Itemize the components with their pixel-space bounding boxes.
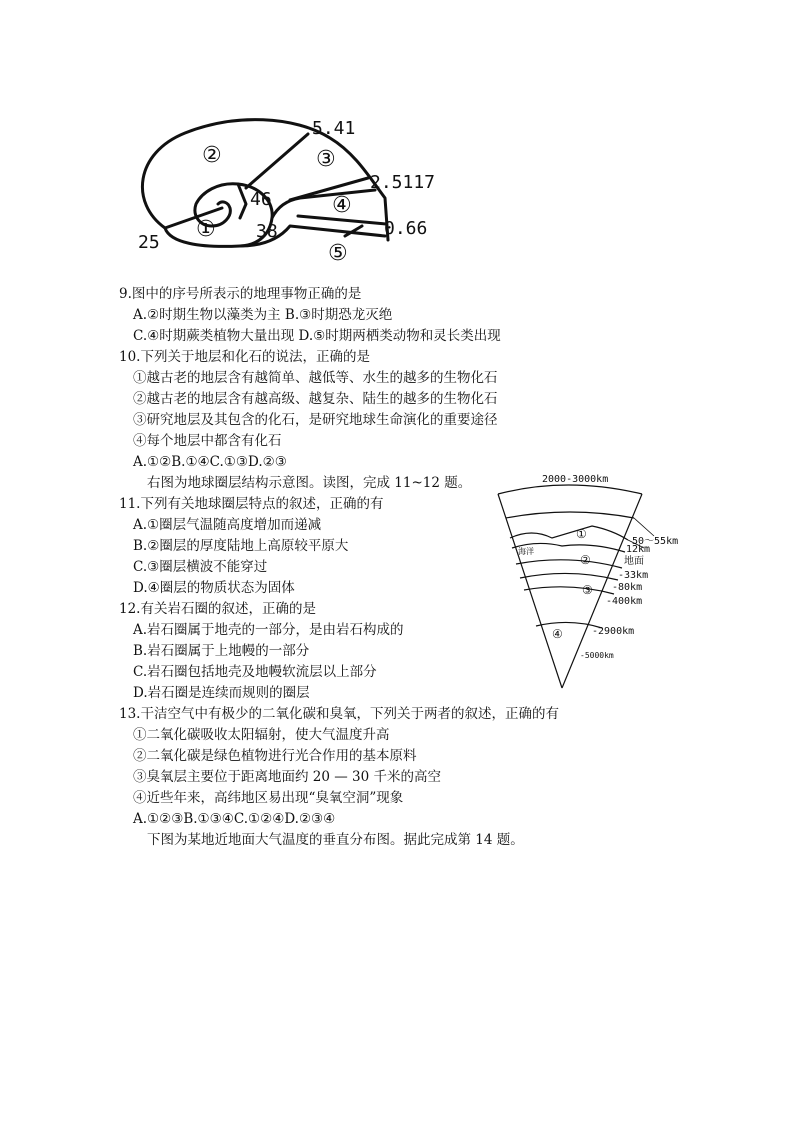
intro-14: 下图为某地近地面大气温度的垂直分布图。据此完成第 14 题。 xyxy=(147,832,524,848)
label-12km: 12km xyxy=(626,544,651,555)
q10-stem: 10.下列关于地层和化石的说法，正确的是 xyxy=(119,349,370,365)
q11-option-d: D.④圈层的物质状态为固体 xyxy=(133,580,295,596)
divider-25117 xyxy=(290,178,368,200)
q10-statement-1: ①越古老的地层含有越简单、越低等、水生的越多的生物化石 xyxy=(133,370,498,386)
label-5-41: 5.41 xyxy=(312,118,356,139)
q12-option-c: C.岩石圈包括地壳及地幔软流层以上部分 xyxy=(133,664,377,680)
label-38: 38 xyxy=(256,221,278,242)
q10-statement-4: ④每个地层中都含有化石 xyxy=(133,433,282,449)
arc-33 xyxy=(516,560,622,568)
q13-stem: 13.干洁空气中有极少的二氧化碳和臭氧，下列关于两者的叙述，正确的有 xyxy=(119,706,559,722)
earth-layers-diagram xyxy=(492,468,722,698)
label-circle-1: ① xyxy=(196,217,216,242)
q11-option-a: A.①圈层气温随高度增加而递减 xyxy=(133,517,322,533)
q11-option-b: B.②圈层的厚度陆地上高原较平原大 xyxy=(133,538,349,554)
label-circle-2: ② xyxy=(202,143,222,168)
q13-options: A.①②③B.①③④C.①②④D.②③④ xyxy=(133,811,336,827)
left-edge xyxy=(498,494,562,688)
arc-ground xyxy=(510,526,628,540)
label-0-66: 0.66 xyxy=(384,218,428,239)
spiral-diagram xyxy=(130,108,450,268)
intro-11-12: 右图为地球圈层结构示意图。读图，完成 11~12 题。 xyxy=(147,475,472,491)
arc-400 xyxy=(524,587,614,594)
arc-80 xyxy=(520,573,618,580)
earth-layers-figure xyxy=(492,468,722,698)
q11-stem: 11.下列有关地球圈层特点的叙述，正确的有 xyxy=(119,496,384,512)
q12-option-a: A.岩石圈属于地壳的一部分，是由岩石构成的 xyxy=(133,622,404,638)
q12-stem: 12.有关岩石圈的叙述，正确的是 xyxy=(119,601,316,617)
q10-options: A.①②B.①④C.①③D.②③ xyxy=(133,454,287,470)
label-25: 25 xyxy=(138,232,160,253)
spiral-band-top xyxy=(272,190,375,218)
label-circle-3: ③ xyxy=(316,147,336,172)
label-50-55km: 50～55km xyxy=(632,536,679,547)
q10-statement-2: ②越古老的地层含有越高级、越复杂、陆生的越多的生物化石 xyxy=(133,391,498,407)
q13-statement-3: ③臭氧层主要位于距离地面约 20 — 30 千米的高空 xyxy=(133,769,442,785)
label-ocean: 海洋 xyxy=(518,547,534,556)
q12-option-b: B.岩石圈属于上地幔的一部分 xyxy=(133,643,310,659)
label-46: 46 xyxy=(250,189,272,210)
arc-atmosphere-top xyxy=(506,512,634,518)
q10-statement-3: ③研究地层及其包含的化石，是研究地球生命演化的重要途径 xyxy=(133,412,498,428)
label-80km: -80km xyxy=(612,582,643,593)
q11-option-c: C.③圈层横波不能穿过 xyxy=(133,559,268,575)
label-layer-2: ② xyxy=(580,553,591,567)
label-2900km: -2900km xyxy=(592,626,635,637)
top-arc xyxy=(498,485,642,494)
divider-46-38 xyxy=(238,184,246,218)
label-400km: -400km xyxy=(606,596,643,607)
q13-statement-2: ②二氧化碳是绿色植物进行光合作用的基本原料 xyxy=(133,748,417,764)
q9-options-ab: A.②时期生物以藻类为主 B.③时期恐龙灭绝 xyxy=(133,307,393,323)
q13-statement-4: ④近些年来，高纬地区易出现“臭氧空洞”现象 xyxy=(133,790,404,806)
label-layer-3: ③ xyxy=(582,583,593,597)
label-33km: -33km xyxy=(618,570,649,581)
label-5000km: -5000km xyxy=(580,651,614,660)
q9-stem: 9.图中的序号所表示的地理事物正确的是 xyxy=(119,286,362,302)
divider-541 xyxy=(246,134,308,188)
label-ground: 地面 xyxy=(624,556,644,567)
label-circle-4: ④ xyxy=(332,193,352,218)
q9-options-cd: C.④时期蕨类植物大量出现 D.⑤时期两栖类动物和灵长类出现 xyxy=(133,328,501,344)
geologic-time-spiral-figure xyxy=(130,108,450,268)
label-circle-5: ⑤ xyxy=(328,241,348,266)
label-2-5117: 2.5117 xyxy=(370,172,436,193)
label-2000-3000km: 2000-3000km xyxy=(542,474,609,485)
q12-option-d: D.岩石圈是连续而规则的圈层 xyxy=(133,685,310,701)
label-layer-1: ① xyxy=(576,527,587,541)
label-layer-4: ④ xyxy=(552,627,563,641)
q13-statement-1: ①二氧化碳吸收太阳辐射，使大气温度升高 xyxy=(133,727,390,743)
